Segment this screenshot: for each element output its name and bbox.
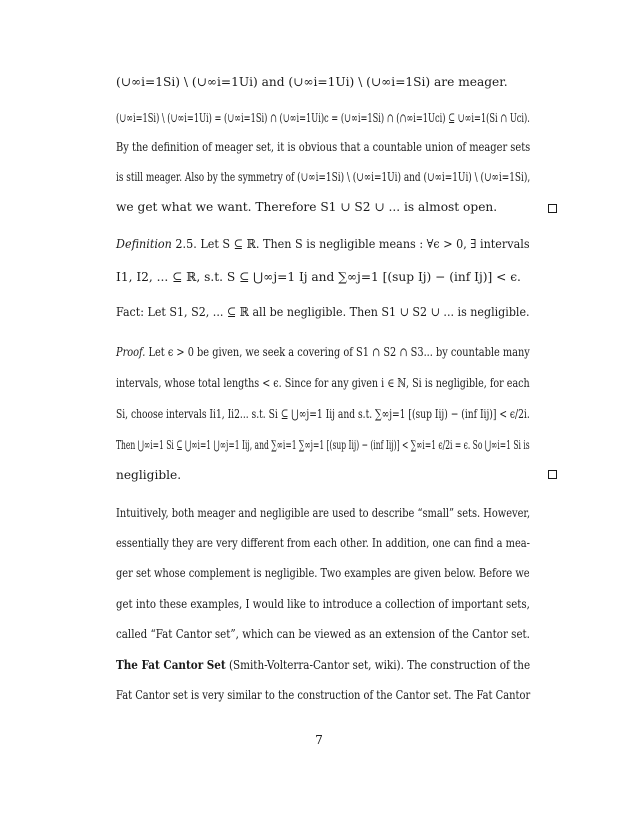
text-line: Then ⋃∞i=1 Si ⊆ ⋃∞i=1 ⋃∞j=1 Iij, and ∑∞i=1 ∑∞j=1 [(sup Iij) − (inf Iij)] < ∑∞i=1 ϵ/2i = ϵ. So ⋃∞i=1 Si is <box>116 438 530 452</box>
text-line: I1, I2, ... ⊆ ℝ, s.t. S ⊆ ⋃∞j=1 Ij and ∑∞j=1 [(sup Ij) − (inf Ij)] < ϵ. <box>116 270 521 284</box>
definition-text: 2.5. Let S ⊆ ℝ. Then S is negligible means : ∀ϵ > 0, ∃ intervals <box>171 237 530 251</box>
text-line: essentially they are very different from each other. In addition, one can find a mea- <box>116 536 530 550</box>
section-text: (Smith-Volterra-Cantor set, wiki). The construction of the <box>225 658 531 672</box>
text-line: Si, choose intervals Ii1, Ii2... s.t. Si ⊆ ⋃∞j=1 Iij and s.t. ∑∞j=1 [(sup Iij) − (inf Iij)] < ϵ/2i. <box>116 407 530 421</box>
proof-label: Proof. <box>116 345 146 359</box>
text-line: Fact: Let S1, S2, ... ⊆ ℝ all be negligible. Then S1 ∪ S2 ∪ ... is negligible. <box>116 305 530 319</box>
text-line: is still meager. Also by the symmetry of (∪∞i=1Si) \ (∪∞i=1Ui) and (∪∞i=1Ui) \ (∪∞i=1Si), <box>116 170 531 184</box>
qed-box-icon <box>548 470 557 479</box>
text-line: ger set whose complement is negligible. Two examples are given below. Before we <box>116 566 530 580</box>
text-line: we get what we want. Therefore S1 ∪ S2 ∪ ... is almost open. <box>116 200 498 214</box>
text-line: intervals, whose total lengths < ϵ. Since for any given i ∈ ℕ, Si is negligible, for each <box>116 376 530 390</box>
text-line: called “Fat Cantor set”, which can be viewed as an extension of the Cantor set. <box>116 627 530 641</box>
text-line: By the definition of meager set, it is obvious that a countable union of meager sets <box>116 140 531 154</box>
proof-text: Let ϵ > 0 be given, we seek a covering of S1 ∩ S2 ∩ S3... by countable many <box>145 345 530 359</box>
text-line: negligible. <box>116 468 182 482</box>
section-heading: The Fat Cantor Set <box>116 658 226 672</box>
definition-line <box>116 237 530 252</box>
text-line: get into these examples, I would like to introduce a collection of important sets, <box>116 597 530 611</box>
text-line: Intuitively, both meager and negligible are used to describe “small” sets. However, <box>116 506 531 520</box>
proof-line <box>116 345 530 360</box>
qed-box-icon <box>548 204 557 213</box>
text-line: (∪∞i=1Si) \ (∪∞i=1Ui) and (∪∞i=1Ui) \ (∪∞i=1Si) are meager. <box>116 75 508 89</box>
page-number: 7 <box>315 733 323 747</box>
section-heading-line <box>116 658 531 673</box>
definition-label: Definition <box>116 237 172 251</box>
text-line: (∪∞i=1Si) \ (∪∞i=1Ui) = (∪∞i=1Si) ∩ (∪∞i=1Ui)c = (∪∞i=1Si) ∩ (∩∞i=1Uci) ⊆ ∪∞i=1(Si ∩ Uci). <box>116 111 530 125</box>
text-line: Fat Cantor set is very similar to the construction of the Cantor set. The Fat Cantor <box>116 688 531 702</box>
